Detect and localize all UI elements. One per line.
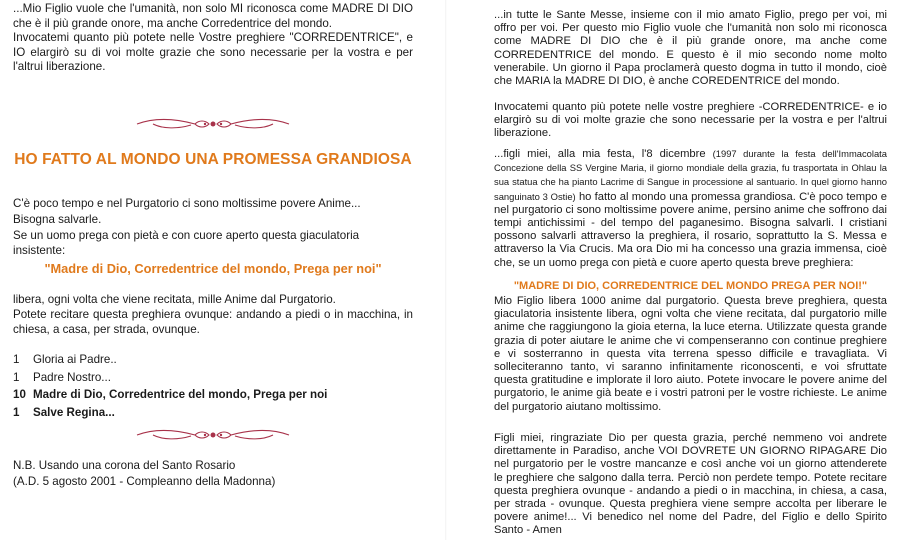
- section-heading: HO FATTO AL MONDO UNA PROMESSA GRANDIOSA: [14, 151, 412, 168]
- prayer-text: Gloria ai Padre..: [33, 353, 117, 367]
- prayer-text: Madre di Dio, Corredentrice del mondo, Prega per noi: [33, 388, 328, 402]
- body-line-3: Se un uomo prega con pietà e con cuore aperto questa giaculatoria insistente:: [13, 229, 360, 257]
- after-prayer-paragraph-1: libera, ogni volta che viene recitata, mille Anime dal Purgatorio.: [13, 293, 336, 306]
- prayer-list-item: [13, 351, 413, 369]
- intro-paragraph-1: ...Mio Figlio vuole che l'umanità, non solo MI riconosca come MADRE DI DIO che è il più grande onore, ma anche Corredentrice del mondo.: [13, 2, 413, 30]
- left-page: [0, 0, 445, 540]
- prayer-count: 1: [13, 405, 20, 419]
- right-paragraph-4: Mio Figlio libera 1000 anime dal purgatorio. Questa breve preghiera, questa giaculatoria insistente libera, ogni volta che viene recitata, dal purgatorio mille anime che raggiungono la gioia eterna, la luce eterna. Utilizzate questa grande grazia di poter aiutare le anime che vi compenseranno con continue preghiere e vi sosterranno in questa vita terrena spesso difficile e travagliata. Vi solleciteranno tanto, vi saranno infinitamente riconoscenti, e voi sfruttate questa gratitudine e implorate il loro aiuto. Potete invocare le povere anime del purgatorio, le anime già beate e i vostri patroni per le vostre richieste. Le anime del purgatorio aiutano moltissimo.: [494, 295, 887, 413]
- right-paragraph-3-note: (1997 durante la festa dell'Immacolata Concezione della SS Vergine Maria, il giorno mondiale della grazia, fu trasportata in Ohlau la sua statua che ha pianto Lacrime di Sangue in processione al santuario. In quel giorno hanno sanguinato 3 Ostie): [494, 148, 887, 202]
- after-prayer-paragraph-2: Potete recitare questa preghiera ovunque: andando a piedi o in macchina, in chiesa, a casa, per strada, ovunque.: [13, 308, 413, 336]
- prayer-count: 10: [13, 388, 26, 402]
- footnote-line-1: N.B. Usando una corona del Santo Rosario: [13, 459, 236, 472]
- footnote-line-2: (A.D. 5 agosto 2001 - Compleanno della Madonna): [13, 475, 276, 488]
- top-ornament-divider: [133, 114, 293, 134]
- right-paragraph-5: Figli miei, ringraziate Dio per questa grazia, perché nemmeno voi andrete direttamente in Paradiso, anche VOI DOVRETE UN GIORNO RIPAGARE Dio nel purgatorio per le vostre mancanze e così anche voi un giorno attenderete le preghiere che salgono dalla terra. Perciò non perdete tempo. Potete recitare questa preghiera ovunque - andando a piedi o in macchina, in chiesa, a casa, per strada - ovunque. Questa preghiera viene sempre accolta per liberare le povere anime!... Vi benedico nel nome del Padre, del Figlio e dello Spirito Santo - Amen: [494, 432, 887, 537]
- body-line-1: C'è poco tempo e nel Purgatorio ci sono moltissime povere Anime...: [13, 197, 361, 210]
- prayer-list-item: [13, 404, 413, 422]
- prayer-list: [13, 351, 413, 421]
- right-paragraph-3: [494, 147, 887, 270]
- prayer-quote: "Madre di Dio, Corredentrice del mondo, Prega per noi": [44, 261, 382, 276]
- right-paragraph-1: ...in tutte le Sante Messe, insieme con il mio amato Figlio, prego per voi, mi offro per voi. Per questo mio Figlio vuole che l'umanità non solo mi riconosca come MADRE DI DIO che è il più grande onore, ma anche come CORREDENTRICE del mondo. E questo è il mio secondo nome molto venerabile. Un giorno il Papa proclamerà questo dogma in tutto il mondo, cioè che MARIA la MADRE DI DIO, è anche COREDENTRICE del mondo.: [494, 9, 887, 88]
- intro-paragraph-2: Invocatemi quanto più potete nelle Vostre preghiere "CORREDENTRICE", e IO elargirò su di voi molte grazie che sono necessarie per la vostra e per l'altrui liberazione.: [13, 31, 413, 74]
- prayer-text: Padre Nostro...: [33, 370, 111, 384]
- bottom-ornament-divider: [133, 425, 293, 445]
- right-paragraph-3-start: ...figli miei, alla mia festa, l'8 dicembre: [494, 148, 713, 160]
- prayer-count: 1: [13, 353, 20, 367]
- prayer-list-item: [13, 386, 413, 404]
- body-line-2: Bisogna salvarle.: [13, 213, 102, 226]
- prayer-list-item: [13, 369, 413, 387]
- right-paragraph-3-end: ho fatto al mondo una promessa grandiosa. C'è poco tempo e nel purgatorio ci sono moltissime povere anime, persino anime che soffrono dai tempi antichissimi - del tempo del paganesimo. Bisogna salvarli. I cristiani possono salvarli attraverso la preghiera, il rosario, soprattutto la S. Messa e attraverso la Via Crucis. Ma ora Dio mi ha concesso una grazia immensa, cioè che, se un uomo prega con pietà e cuore aperto questa breve preghiera:: [494, 190, 887, 269]
- prayer-text: Salve Regina...: [33, 405, 115, 419]
- prayer-count: 1: [13, 370, 20, 384]
- right-prayer-quote: "MADRE DI DIO, CORREDENTRICE DEL MONDO PREGA PER NOI!": [513, 280, 868, 292]
- right-paragraph-2: Invocatemi quanto più potete nelle vostre preghiere -CORREDENTRICE- e io elargirò su di voi molte grazie che sono necessarie per la vostra e per l'altrui liberazione.: [494, 101, 887, 140]
- right-page: [445, 0, 900, 540]
